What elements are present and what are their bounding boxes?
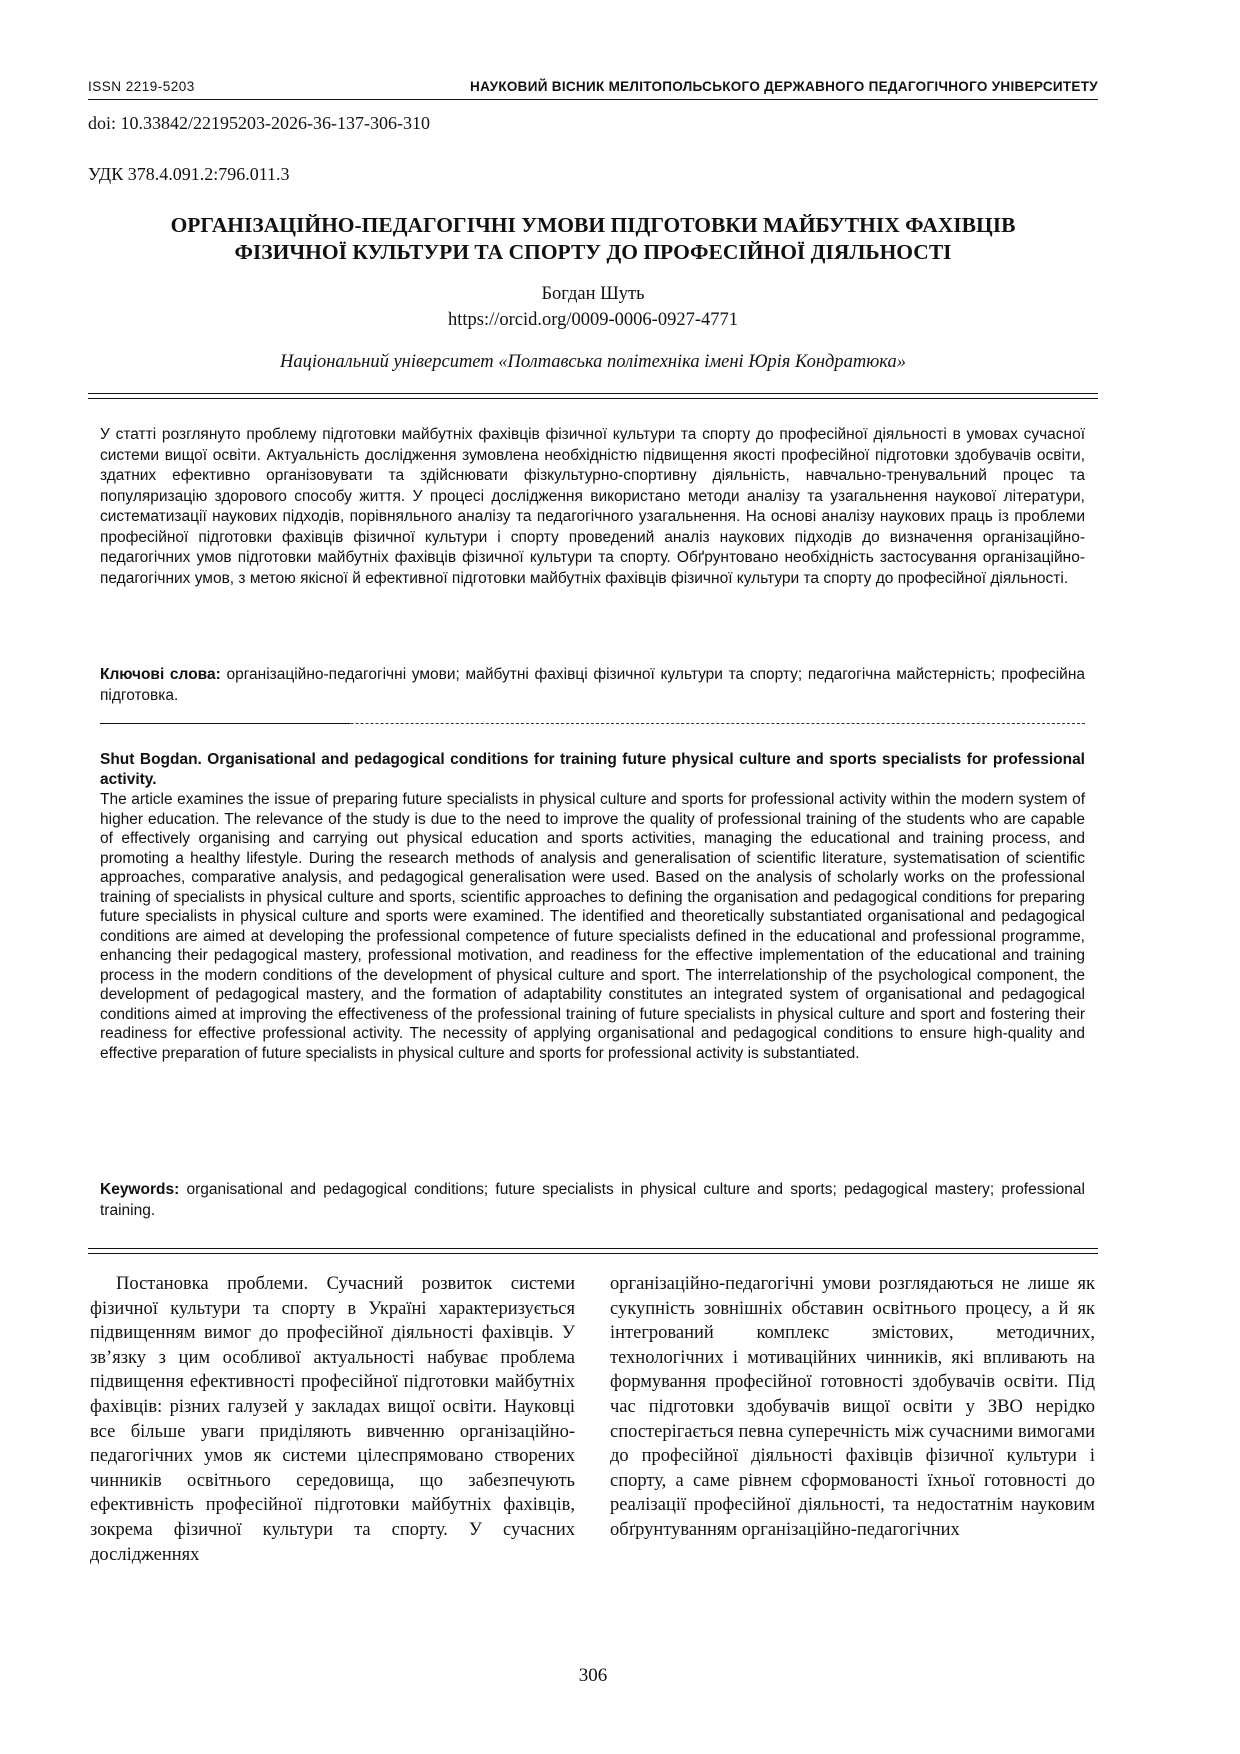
header-rule: [88, 99, 1098, 100]
section-rule-bottom-1: [88, 1248, 1098, 1249]
article-title: [88, 212, 1098, 266]
abstract-english-title: Shut Bogdan. Organisational and pedagogical conditions for training future physical culture and sports specialists for professional activity.: [100, 751, 1085, 788]
section-rule-top-2: [88, 398, 1098, 399]
running-header: [88, 77, 1098, 99]
abstract-ukrainian: У статті розглянуто проблему підготовки майбутніх фахівців фізичної культури та спорту до професійної діяльності в умовах сучасної системи вищої освіти. Актуальність дослідження зумовлена необхідністю підвищення якості професійної підготовки здобувачів освіти, здатних ефективно організовувати та здійснювати фізкультурно-спортивну діяльність, навчально-тренувальний процес та популяризацію здорового способу життя. У процесі дослідження використано методи аналізу та узагальнення наукової літератури, систематизації наукових підходів, порівняльного аналізу та педагогічного узагальнення. На основі аналізу наукових праць із проблеми професійної підготовки фахівців фізичної культури і спорту проведений аналіз наукових підходів до визначення організаційно-педагогічних умов підготовки майбутніх фахівців фізичної культури та спорту. Обґрунтовано необхідність застосування організаційно-педагогічних умов, з метою якісної й ефективної підготовки майбутніх фахівців фізичної культури та спорту до професійної діяльності.: [100, 426, 1085, 587]
article-title-line-2: ФІЗИЧНОЇ КУЛЬТУРИ ТА СПОРТУ ДО ПРОФЕСІЙНОЇ ДІЯЛЬНОСТІ: [234, 240, 952, 264]
section-rule-top-1: [88, 393, 1098, 394]
keywords-english-label: Keywords:: [100, 1181, 180, 1198]
section-rule-bottom-2: [88, 1253, 1098, 1254]
keywords-ukrainian-label: Ключові слова:: [100, 666, 221, 683]
keywords-ukrainian: [100, 665, 1085, 706]
page-number: 306: [578, 1665, 608, 1686]
keywords-ukrainian-text: організаційно-педагогічні умови; майбутні фахівці фізичної культури та спорту; педагогічна майстерність; професійна підготовка.: [100, 666, 1085, 704]
author-affiliation: Національний університет «Полтавська політехніка імені Юрія Кондратюка»: [280, 352, 906, 372]
udk: УДК 378.4.091.2:796.011.3: [88, 164, 290, 184]
body-column-right: організаційно-педагогічні умови розглядаються не лише як сукупність зовнішніх обставин освітнього процесу, а й як інтегрований комплекс змістових, методичних, технологічних і мотиваційних чинників, які впливають на формування професійної готовності здобувачів освіти. Під час підготовки здобувачів вищої освіти у ЗВО нерідко спостерігається певна суперечність між сучасними вимогами до професійної діяльності фахівців фізичної культури і спорту, а саме рівнем сформованості їхньої готовності до реалізації професійної діяльності, та недостатнім науковим обґрунтуванням організаційно-педагогічних: [610, 1274, 1095, 1540]
abstract-separator-solid: [100, 723, 350, 724]
issn: ISSN 2219-5203: [88, 79, 195, 94]
journal-title: НАУКОВИЙ ВІСНИК МЕЛІТОПОЛЬСЬКОГО ДЕРЖАВНОГО ПЕДАГОГІЧНОГО УНІВЕРСИТЕТУ: [470, 79, 1098, 94]
author-name: Богдан Шуть: [541, 284, 645, 304]
keywords-english: [100, 1180, 1085, 1221]
author-orcid: https://orcid.org/0009-0006-0927-4771: [448, 310, 738, 330]
abstract-english: The article examines the issue of preparing future specialists in physical culture and sports for professional activity within the modern system of higher education. The relevance of the study is due to the need to improve the quality of professional training of the students who are capable of effectively organising and carrying out physical education and sports activities, managing the educational and training process, and promoting a healthy lifestyle. During the research methods of analysis and generalisation of scientific literature, systematisation of scientific approaches, comparative analysis, and pedagogical generalisation were used. Based on the analysis of scholarly works on the professional training of specialists in physical culture and sports, scientific approaches to defining the organisation and pedagogical conditions for preparing future specialists in physical culture and sports were examined. The identified and theoretically substantiated organisational and pedagogical conditions are aimed at developing the professional competence of future specialists defined in the educational and professional programme, enhancing their pedagogical mastery, professional motivation, and readiness for the effective implementation of the educational and training process in the modern conditions of the development of physical culture and sport. The interrelationship of the psychological component, the development of pedagogical mastery, and the formation of adaptability constitutes an integrated system of organisational and pedagogical conditions aimed at improving the effectiveness of the professional training of future specialists in physical culture and sport and fostering their readiness for effective professional activity. The necessity of applying organisational and pedagogical conditions to ensure high-quality and effective preparation of future specialists in physical culture and sports for professional activity is substantiated.: [100, 791, 1085, 1062]
doi: doi: 10.33842/22195203-2026-36-137-306-310: [88, 113, 430, 133]
keywords-english-text: organisational and pedagogical conditions; future specialists in physical culture and sports; pedagogical mastery; professional training.: [100, 1181, 1085, 1219]
body-column-left: Постановка проблеми. Сучасний розвиток системи фізичної культури та спорту в Україні характеризується підвищенням вимог до професійної діяльності фахівців. У зв’язку з цим особливої актуальності набуває проблема підвищення ефективності професійної підготовки майбутніх фахівців: різних галузей у закладах вищої освіти. Науковці все більше уваги приділяють вивченню організаційно-педагогічних умов як системи цілеспрямовано створених чинників освітнього середовища, що забезпечують ефективність професійної підготовки майбутніх фахівців, зокрема фізичної культури та спорту. У сучасних дослідженнях: [90, 1274, 575, 1565]
article-title-line-1: ОРГАНІЗАЦІЙНО-ПЕДАГОГІЧНІ УМОВИ ПІДГОТОВКИ МАЙБУТНІХ ФАХІВЦІВ: [170, 213, 1016, 237]
